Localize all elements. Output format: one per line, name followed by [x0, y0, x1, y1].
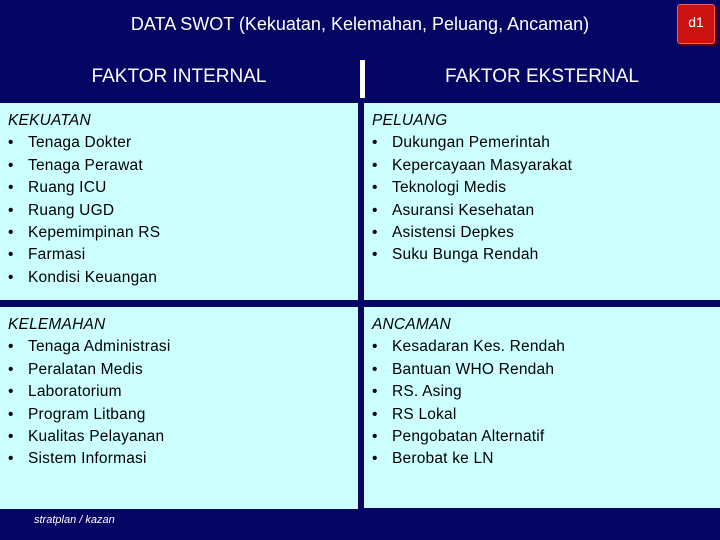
bullet-icon: •: [8, 134, 14, 152]
bullet-icon: •: [372, 246, 378, 264]
list-item-label: Sistem Informasi: [28, 450, 147, 468]
list-item: [372, 359, 720, 381]
bullet-icon: •: [372, 383, 378, 401]
threats-title: ANCAMAN: [372, 316, 451, 333]
list-item-label: Tenaga Administrasi: [28, 338, 171, 356]
list-item-label: Kondisi Keuangan: [28, 268, 158, 286]
bullet-icon: •: [372, 450, 378, 468]
bullet-icon: •: [8, 338, 14, 356]
slide-badge: d1: [677, 4, 715, 44]
list-item: [8, 200, 358, 222]
strengths-title: KEKUATAN: [8, 112, 91, 129]
list-item: [372, 448, 720, 470]
list-item: [372, 426, 720, 448]
list-item: [8, 132, 358, 154]
bullet-icon: •: [372, 360, 378, 378]
list-item-label: Asistensi Depkes: [392, 224, 515, 242]
list-item: [8, 222, 358, 244]
list-item-label: Kualitas Pelayanan: [28, 428, 165, 446]
bullet-icon: •: [372, 428, 378, 446]
bullet-icon: •: [8, 224, 14, 242]
list-item-label: Peralatan Medis: [28, 360, 144, 378]
list-item-label: RS Lokal: [392, 405, 457, 423]
list-item-label: Kepemimpinan RS: [28, 224, 161, 242]
list-item-label: Dukungan Pemerintah: [392, 134, 551, 152]
list-item: [8, 336, 358, 358]
bullet-icon: •: [8, 360, 14, 378]
threats-cell: [364, 307, 720, 508]
list-item-label: Pengobatan Alternatif: [392, 428, 545, 446]
bullet-icon: •: [372, 338, 378, 356]
bullet-icon: •: [372, 134, 378, 152]
weaknesses-list: [8, 336, 358, 470]
header-internal: FAKTOR INTERNAL: [91, 66, 267, 87]
bullet-icon: •: [372, 201, 378, 219]
bullet-icon: •: [372, 224, 378, 242]
bullet-icon: •: [372, 156, 378, 174]
list-item-label: Kepercayaan Masyarakat: [392, 156, 573, 174]
list-item: [372, 155, 720, 177]
bullet-icon: •: [8, 405, 14, 423]
strengths-list: [8, 132, 358, 289]
list-item: [372, 336, 720, 358]
list-item: [372, 200, 720, 222]
list-item: [8, 404, 358, 426]
list-item-label: Berobat ke LN: [392, 450, 494, 468]
bullet-icon: •: [8, 268, 14, 286]
list-item: [8, 244, 358, 266]
list-item: [8, 426, 358, 448]
weaknesses-title: KELEMAHAN: [8, 316, 106, 333]
header-external: FAKTOR EKSTERNAL: [445, 66, 639, 87]
bullet-icon: •: [8, 428, 14, 446]
header-divider: [360, 60, 365, 98]
list-item-label: RS. Asing: [392, 383, 462, 401]
slide-title: DATA SWOT (Kekuatan, Kelemahan, Peluang, Ancaman): [130, 14, 590, 34]
bullet-icon: •: [8, 246, 14, 264]
bullet-icon: •: [8, 156, 14, 174]
list-item: [8, 177, 358, 199]
list-item-label: Kesadaran Kes. Rendah: [392, 338, 566, 356]
bullet-icon: •: [372, 405, 378, 423]
opportunities-cell: [364, 103, 720, 300]
bullet-icon: •: [8, 201, 14, 219]
list-item-label: Farmasi: [28, 246, 86, 264]
list-item-label: Teknologi Medis: [392, 179, 507, 197]
list-item: [8, 381, 358, 403]
threats-list: [372, 336, 720, 470]
list-item: [372, 381, 720, 403]
opportunities-title: PELUANG: [372, 112, 448, 129]
footer-credit: stratplan / kazan: [34, 514, 115, 526]
list-item: [8, 155, 358, 177]
list-item-label: Laboratorium: [28, 383, 122, 401]
list-item-label: Program Litbang: [28, 405, 146, 423]
weaknesses-cell: [0, 307, 358, 509]
list-item-label: Ruang ICU: [28, 179, 107, 197]
list-item: [372, 404, 720, 426]
list-item-label: Tenaga Perawat: [28, 156, 143, 174]
bullet-icon: •: [372, 179, 378, 197]
list-item-label: Ruang UGD: [28, 201, 115, 219]
list-item: [8, 359, 358, 381]
bullet-icon: •: [8, 179, 14, 197]
list-item-label: Asuransi Kesehatan: [392, 201, 535, 219]
list-item-label: Bantuan WHO Rendah: [392, 360, 555, 378]
list-item-label: Suku Bunga Rendah: [392, 246, 539, 264]
bullet-icon: •: [8, 450, 14, 468]
list-item: [372, 222, 720, 244]
strengths-cell: [0, 103, 358, 300]
list-item: [372, 244, 720, 266]
list-item-label: Tenaga Dokter: [28, 134, 132, 152]
list-item: [8, 267, 358, 289]
bullet-icon: •: [8, 383, 14, 401]
opportunities-list: [372, 132, 720, 266]
list-item: [8, 448, 358, 470]
list-item: [372, 177, 720, 199]
list-item: [372, 132, 720, 154]
